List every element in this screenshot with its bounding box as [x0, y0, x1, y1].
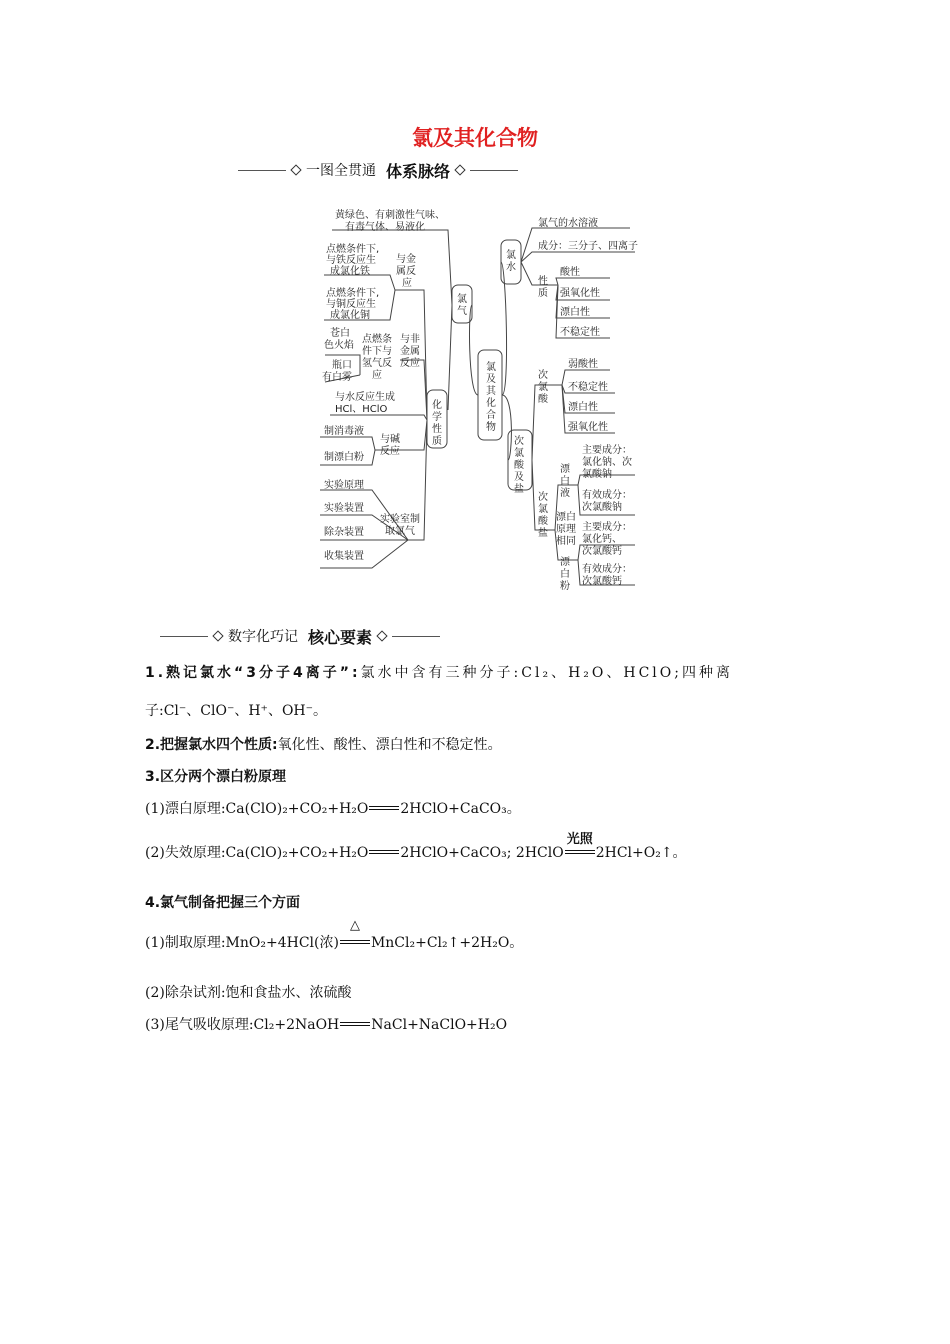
svg-text:点燃条件下,: 点燃条件下,: [326, 244, 380, 255]
svg-text:应: 应: [372, 370, 382, 381]
point-1: 1.熟记氯水“3分子4离子”:氯水中含有三种分子:Cl₂、H₂O、HClO;四种离: [145, 665, 733, 681]
svg-text:瓶口: 瓶口: [332, 360, 352, 371]
svg-text:制漂白粉: 制漂白粉: [324, 452, 364, 463]
svg-text:与金: 与金: [396, 254, 416, 265]
svg-text:与碱: 与碱: [380, 434, 400, 445]
svg-text:主要成分：: 主要成分：: [582, 522, 632, 533]
svg-text:次氯酸钙: 次氯酸钙: [582, 546, 622, 557]
point-4-2: (2)除杂试剂:饱和食盐水、浓硫酸: [145, 985, 352, 1001]
svg-text:应: 应: [402, 278, 412, 289]
diamond-icon: [212, 630, 223, 641]
section-banner-system: [238, 160, 518, 180]
banner-rule: [160, 636, 208, 637]
svg-text:性: 性: [538, 276, 548, 287]
point-3-heading: 3.区分两个漂白粉原理: [145, 769, 287, 785]
svg-text:实验室制: 实验室制: [380, 514, 420, 525]
svg-text:氯化钠、次: 氯化钠、次: [582, 457, 632, 468]
point-2: 2.把握氯水四个性质:氧化性、酸性、漂白性和不稳定性。: [145, 737, 502, 753]
equals-sign-condition: △: [340, 938, 370, 948]
equals-sign: [369, 804, 399, 814]
mm-physical: 黄绿色、有刺激性气味、: [335, 210, 445, 221]
svg-text:化学性质: 化学性质: [432, 400, 442, 447]
svg-text:弱酸性: 弱酸性: [568, 359, 598, 370]
equals-sign: [369, 848, 399, 858]
svg-text:成氯化铜: 成氯化铜: [330, 310, 370, 321]
svg-text:漂白性: 漂白性: [568, 402, 598, 413]
svg-text:有效成分：: 有效成分：: [582, 564, 632, 575]
svg-text:有白雾: 有白雾: [322, 372, 352, 383]
banner-rule: [238, 170, 286, 171]
svg-text:制消毒液: 制消毒液: [324, 426, 364, 437]
point-1-cont: 子:Cl⁻、ClO⁻、H⁺、OH⁻。: [145, 703, 328, 719]
svg-text:实验装置: 实验装置: [324, 503, 364, 514]
diamond-icon: [290, 164, 301, 175]
svg-text:氢气反: 氢气反: [362, 358, 392, 369]
point-4-heading: 4.氯气制备把握三个方面: [145, 895, 301, 911]
svg-text:反应: 反应: [400, 358, 420, 369]
svg-text:主要成分：: 主要成分：: [582, 445, 632, 456]
svg-text:漂白性: 漂白性: [560, 307, 590, 318]
diamond-icon: [376, 630, 387, 641]
svg-text:次氯酸及盐: 次氯酸及盐: [514, 436, 524, 495]
svg-text:与水反应生成: 与水反应生成: [335, 392, 395, 403]
svg-text:漂白液: 漂白液: [560, 464, 570, 499]
equals-sign-condition: 光照: [565, 848, 595, 858]
svg-text:取氯气: 取氯气: [385, 526, 415, 537]
svg-text:酸性: 酸性: [560, 267, 580, 278]
svg-text:收集装置: 收集装置: [324, 551, 364, 562]
svg-text:成分：三分子、四离子: 成分：三分子、四离子: [538, 241, 638, 252]
svg-text:漂白粉: 漂白粉: [560, 557, 570, 592]
svg-text:次氯酸盐: 次氯酸盐: [538, 492, 548, 539]
banner-rule: [392, 636, 440, 637]
svg-text:次氯酸: 次氯酸: [538, 370, 548, 405]
banner-strong: 体系脉络: [386, 161, 451, 181]
svg-text:点燃条件下,: 点燃条件下,: [326, 288, 380, 299]
svg-text:次氯酸钠: 次氯酸钠: [582, 502, 622, 513]
point-3-1: (1)漂白原理:Ca(ClO)₂+CO₂+H₂O 2HClO+CaCO₃。: [145, 801, 521, 817]
point-4-1: (1)制取原理:MnO₂+4HCl(浓) △ MnCl₂+Cl₂↑+2H₂O。: [145, 918, 524, 951]
mm-center: 氯及其化合物: [486, 362, 496, 433]
svg-text:强氧化性: 强氧化性: [568, 422, 608, 433]
page-title: 氯及其化合物: [412, 126, 538, 150]
svg-text:金属: 金属: [400, 346, 420, 357]
svg-text:氯气的水溶液: 氯气的水溶液: [538, 218, 598, 229]
equals-sign: [340, 1020, 370, 1030]
svg-text:点燃条: 点燃条: [362, 334, 392, 345]
svg-text:漂白原理相同: 漂白原理相同: [556, 512, 576, 547]
svg-text:实验原理: 实验原理: [324, 480, 364, 491]
svg-text:有效成分：: 有效成分：: [582, 490, 632, 501]
svg-text:除杂装置: 除杂装置: [324, 527, 364, 538]
svg-text:氯酸钠: 氯酸钠: [582, 469, 612, 480]
svg-text:色火焰: 色火焰: [324, 340, 354, 351]
svg-text:属反: 属反: [396, 266, 416, 277]
svg-text:氯水: 氯水: [506, 250, 516, 273]
svg-text:HCl、HClO: HCl、HClO: [335, 404, 388, 415]
svg-text:成氯化铁: 成氯化铁: [330, 266, 370, 277]
svg-text:次氯酸钙: 次氯酸钙: [582, 576, 622, 587]
svg-text:强氧化性: 强氧化性: [560, 288, 600, 299]
mm-chlorine: 氯气: [457, 294, 467, 317]
banner-lead: 一图全贯通: [306, 163, 376, 179]
svg-text:与铜反应生: 与铜反应生: [326, 299, 376, 310]
svg-text:苍白: 苍白: [330, 328, 350, 339]
svg-text:反应: 反应: [380, 446, 400, 457]
banner-rule: [470, 170, 518, 171]
point-4-3: (3)尾气吸收原理:Cl₂+2NaOH NaCl+NaClO+H₂O: [145, 1017, 508, 1033]
diamond-icon: [454, 164, 465, 175]
banner-strong: 核心要素: [308, 627, 373, 647]
svg-text:件下与: 件下与: [362, 346, 392, 357]
mind-map: [310, 200, 655, 595]
svg-text:氯化钙、: 氯化钙、: [582, 534, 622, 545]
section-banner-core: [160, 626, 440, 646]
svg-text:不稳定性: 不稳定性: [568, 382, 608, 393]
svg-text:与铁反应生: 与铁反应生: [326, 255, 376, 266]
point-3-2: (2)失效原理:Ca(ClO)₂+CO₂+H₂O 2HClO+CaCO₃; 2HClO 光照 2HCl+O₂↑。: [145, 832, 687, 861]
svg-text:与非: 与非: [400, 334, 420, 345]
svg-text:有毒气体、易液化: 有毒气体、易液化: [345, 222, 425, 233]
banner-lead: 数字化巧记: [228, 629, 298, 645]
svg-text:质: 质: [538, 288, 548, 299]
svg-text:不稳定性: 不稳定性: [560, 327, 600, 338]
